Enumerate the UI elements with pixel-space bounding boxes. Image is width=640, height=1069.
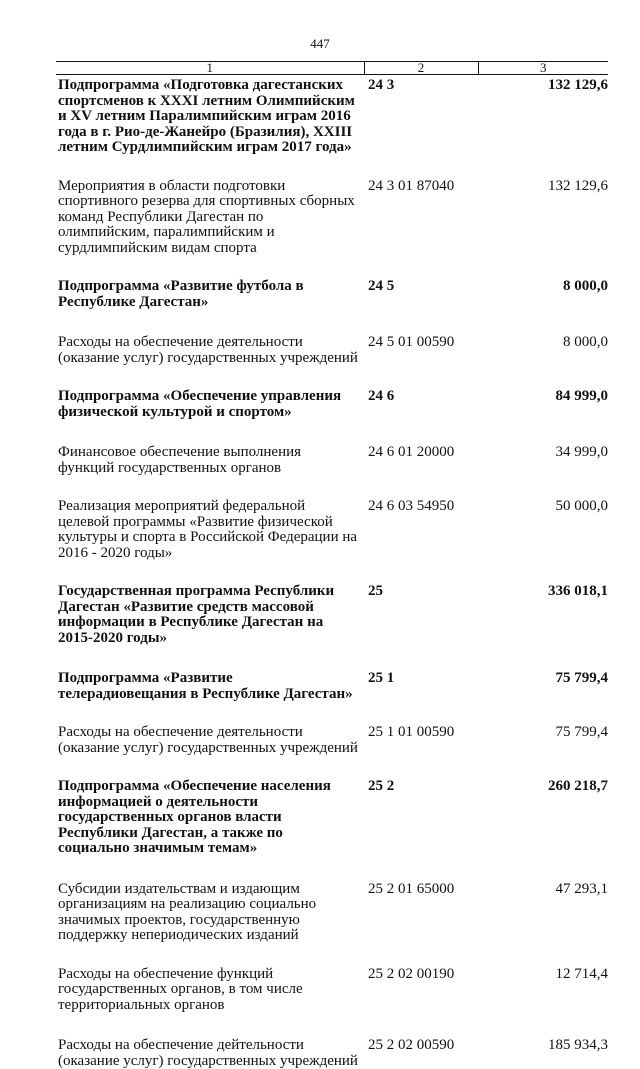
table-row bbox=[56, 1035, 608, 1069]
row-name: Расходы на обеспечение функций государственных органов, в том числе территориальных органов bbox=[56, 964, 364, 1036]
table-body bbox=[56, 75, 608, 1069]
row-code: 25 1 bbox=[364, 668, 478, 722]
row-amount: 132 129,6 bbox=[478, 176, 608, 277]
header-column-3: 3 bbox=[478, 62, 608, 75]
table-row bbox=[56, 386, 608, 442]
table-row bbox=[56, 332, 608, 386]
row-code: 24 5 01 00590 bbox=[364, 332, 478, 386]
row-name: Расходы на обеспечение дейтельности (оказание услуг) государственных учреждений bbox=[56, 1035, 364, 1069]
row-code: 24 6 03 54950 bbox=[364, 496, 478, 581]
row-amount: 260 218,7 bbox=[478, 776, 608, 879]
row-name: Государственная программа Республики Дагестан «Развитие средств массовой информации в Республике Дагестан на 2015-2020 годы» bbox=[56, 581, 364, 668]
row-amount: 75 799,4 bbox=[478, 722, 608, 776]
row-name: Подпрограмма «Обеспечение управления физической культурой и спортом» bbox=[56, 386, 364, 442]
header-column-1: 1 bbox=[56, 62, 364, 75]
table-row bbox=[56, 442, 608, 496]
table-header-row bbox=[56, 62, 608, 75]
row-amount: 34 999,0 bbox=[478, 442, 608, 496]
row-amount: 336 018,1 bbox=[478, 581, 608, 668]
row-amount: 8 000,0 bbox=[478, 332, 608, 386]
row-name: Расходы на обеспечение деятельности (оказание услуг) государственных учреждений bbox=[56, 332, 364, 386]
table-row bbox=[56, 879, 608, 964]
row-name: Субсидии издательствам и издающим организациям на реализацию социально значимых проектов, государственную поддержку непериодических изданий bbox=[56, 879, 364, 964]
row-name: Подпрограмма «Развитие футбола в Республике Дагестан» bbox=[56, 276, 364, 332]
row-code: 25 1 01 00590 bbox=[364, 722, 478, 776]
row-name: Подпрограмма «Обеспечение населения информацией о деятельности государственных органов власти Республики Дагестан, а также по социально значимым темам» bbox=[56, 776, 364, 879]
row-code: 25 2 01 65000 bbox=[364, 879, 478, 964]
table-row bbox=[56, 964, 608, 1036]
table-row bbox=[56, 496, 608, 581]
row-amount: 8 000,0 bbox=[478, 276, 608, 332]
table-row bbox=[56, 722, 608, 776]
table-row bbox=[56, 176, 608, 277]
row-code: 25 2 bbox=[364, 776, 478, 879]
page-number: 447 bbox=[0, 36, 640, 52]
table-row bbox=[56, 75, 608, 176]
row-code: 25 bbox=[364, 581, 478, 668]
table-row bbox=[56, 276, 608, 332]
row-name: Реализация мероприятий федеральной целевой программы «Развитие физической культуры и спорта в Российской Федерации на 2016 - 2020 годы» bbox=[56, 496, 364, 581]
table-row bbox=[56, 776, 608, 879]
row-code: 25 2 02 00190 bbox=[364, 964, 478, 1036]
header-column-2: 2 bbox=[364, 62, 478, 75]
row-name: Подпрограмма «Подготовка дагестанских спортсменов к XXXI летним Олимпийским и XV летним Паралимпийским играм 2016 года в г. Рио-де-Жанейро (Бразилия), XXIII летним Сурдлимпийским играм 2017 года» bbox=[56, 75, 364, 176]
row-name: Расходы на обеспечение деятельности (оказание услуг) государственных учреждений bbox=[56, 722, 364, 776]
row-code: 24 3 bbox=[364, 75, 478, 176]
row-code: 25 2 02 00590 bbox=[364, 1035, 478, 1069]
row-code: 24 6 bbox=[364, 386, 478, 442]
row-amount: 50 000,0 bbox=[478, 496, 608, 581]
row-amount: 47 293,1 bbox=[478, 879, 608, 964]
row-amount: 84 999,0 bbox=[478, 386, 608, 442]
row-amount: 185 934,3 bbox=[478, 1035, 608, 1069]
row-code: 24 3 01 87040 bbox=[364, 176, 478, 277]
row-amount: 132 129,6 bbox=[478, 75, 608, 176]
budget-table bbox=[56, 61, 608, 1069]
row-code: 24 5 bbox=[364, 276, 478, 332]
table-row bbox=[56, 581, 608, 668]
row-amount: 12 714,4 bbox=[478, 964, 608, 1036]
table-row bbox=[56, 668, 608, 722]
row-name: Мероприятия в области подготовки спортивного резерва для спортивных сборных команд Республики Дагестан по олимпийским, паралимпийским и сурдлимпийским видам спорта bbox=[56, 176, 364, 277]
row-amount: 75 799,4 bbox=[478, 668, 608, 722]
row-name: Финансовое обеспечение выполнения функций государственных органов bbox=[56, 442, 364, 496]
row-name: Подпрограмма «Развитие телерадиовещания в Республике Дагестан» bbox=[56, 668, 364, 722]
row-code: 24 6 01 20000 bbox=[364, 442, 478, 496]
